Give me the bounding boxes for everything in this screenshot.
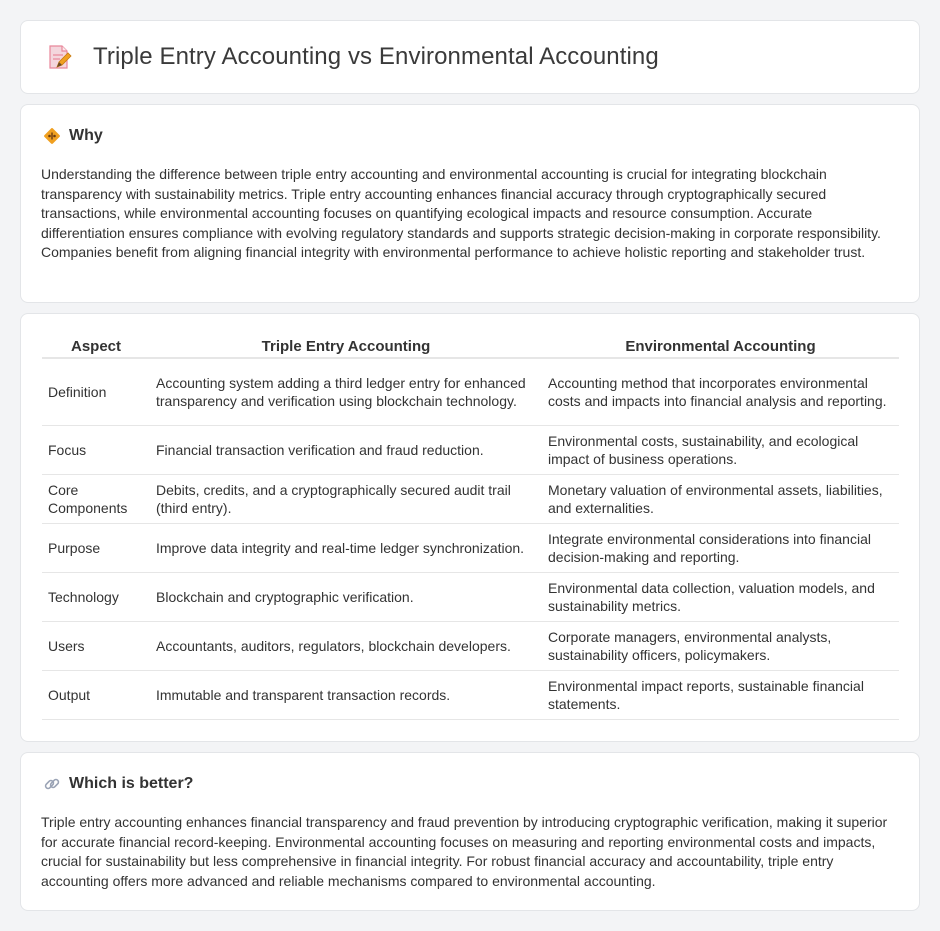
row-aspect: Focus bbox=[42, 425, 150, 474]
better-text: Triple entry accounting enhances financial transparency and fraud prevention by introducing cryptographic verification, making it superior for accurate financial record-keeping. Environmental accounting focuses on measuring and reporting environmental costs and impacts, crucial for sustainability but less comprehensive in financial integrity. For robust financial accuracy and accountability, triple entry accounting offers more advanced and reliable mechanisms compared to environmental accounting. bbox=[41, 814, 888, 889]
row-environmental: Corporate managers, environmental analysts, sustainability officers, policymakers. bbox=[542, 621, 899, 670]
header-environmental: Environmental Accounting bbox=[542, 334, 899, 358]
comparison-section bbox=[20, 313, 920, 742]
row-triple-entry: Blockchain and cryptographic verification. bbox=[150, 572, 542, 621]
row-aspect: Technology bbox=[42, 572, 150, 621]
comparison-table bbox=[42, 334, 899, 720]
document-pencil-icon bbox=[45, 43, 73, 71]
which-is-better-section bbox=[20, 752, 920, 911]
title-row bbox=[45, 43, 659, 71]
row-environmental: Monetary valuation of environmental assets, liabilities, and externalities. bbox=[542, 474, 899, 523]
table-header-row bbox=[42, 334, 899, 358]
table-row bbox=[42, 523, 899, 572]
header-card bbox=[20, 20, 920, 94]
header-aspect: Aspect bbox=[42, 334, 150, 358]
row-environmental: Integrate environmental considerations into financial decision-making and reporting. bbox=[542, 523, 899, 572]
better-heading-row bbox=[43, 775, 193, 793]
better-heading: Which is better? bbox=[69, 775, 194, 792]
table-row bbox=[42, 572, 899, 621]
row-environmental: Environmental costs, sustainability, and ecological impact of business operations. bbox=[542, 425, 899, 474]
row-triple-entry: Financial transaction verification and fraud reduction. bbox=[150, 425, 542, 474]
header-triple-entry: Triple Entry Accounting bbox=[150, 334, 542, 358]
table-row bbox=[42, 621, 899, 670]
why-heading-row bbox=[43, 127, 103, 145]
table-row bbox=[42, 474, 899, 523]
row-aspect: Output bbox=[42, 670, 150, 719]
row-environmental: Accounting method that incorporates environmental costs and impacts into financial analysis and reporting. bbox=[542, 358, 899, 425]
row-environmental: Environmental impact reports, sustainable financial statements. bbox=[542, 670, 899, 719]
row-triple-entry: Accounting system adding a third ledger entry for enhanced transparency and verification using blockchain technology. bbox=[150, 358, 542, 425]
link-icon bbox=[43, 775, 61, 793]
row-triple-entry: Accountants, auditors, regulators, blockchain developers. bbox=[150, 621, 542, 670]
row-triple-entry: Immutable and transparent transaction records. bbox=[150, 670, 542, 719]
diamond-warning-icon bbox=[43, 127, 61, 145]
row-environmental: Environmental data collection, valuation models, and sustainability metrics. bbox=[542, 572, 899, 621]
why-heading: Why bbox=[69, 127, 103, 144]
row-aspect: Definition bbox=[42, 358, 150, 425]
row-aspect: Purpose bbox=[42, 523, 150, 572]
table-row bbox=[42, 358, 899, 425]
page-title: Triple Entry Accounting vs Environmental Accounting bbox=[93, 43, 659, 70]
why-text: Understanding the difference between triple entry accounting and environmental accounting is crucial for integrating blockchain transparency with sustainability metrics. Triple entry accounting enhances financial accuracy through cryptographically secured transactions, while environmental accounting focuses on quantifying ecological impacts and resource consumption. Accurate differentiation ensures compliance with evolving regulatory standards and supports strategic decision-making in corporate responsibility. Companies benefit from aligning financial integrity with environmental performance to achieve holistic reporting and stakeholder trust. bbox=[41, 166, 881, 260]
table-row bbox=[42, 425, 899, 474]
why-section bbox=[20, 104, 920, 303]
row-triple-entry: Debits, credits, and a cryptographically secured audit trail (third entry). bbox=[150, 474, 542, 523]
table-row bbox=[42, 670, 899, 719]
row-aspect: Users bbox=[42, 621, 150, 670]
row-aspect: Core Components bbox=[42, 474, 150, 523]
row-triple-entry: Improve data integrity and real-time ledger synchronization. bbox=[150, 523, 542, 572]
